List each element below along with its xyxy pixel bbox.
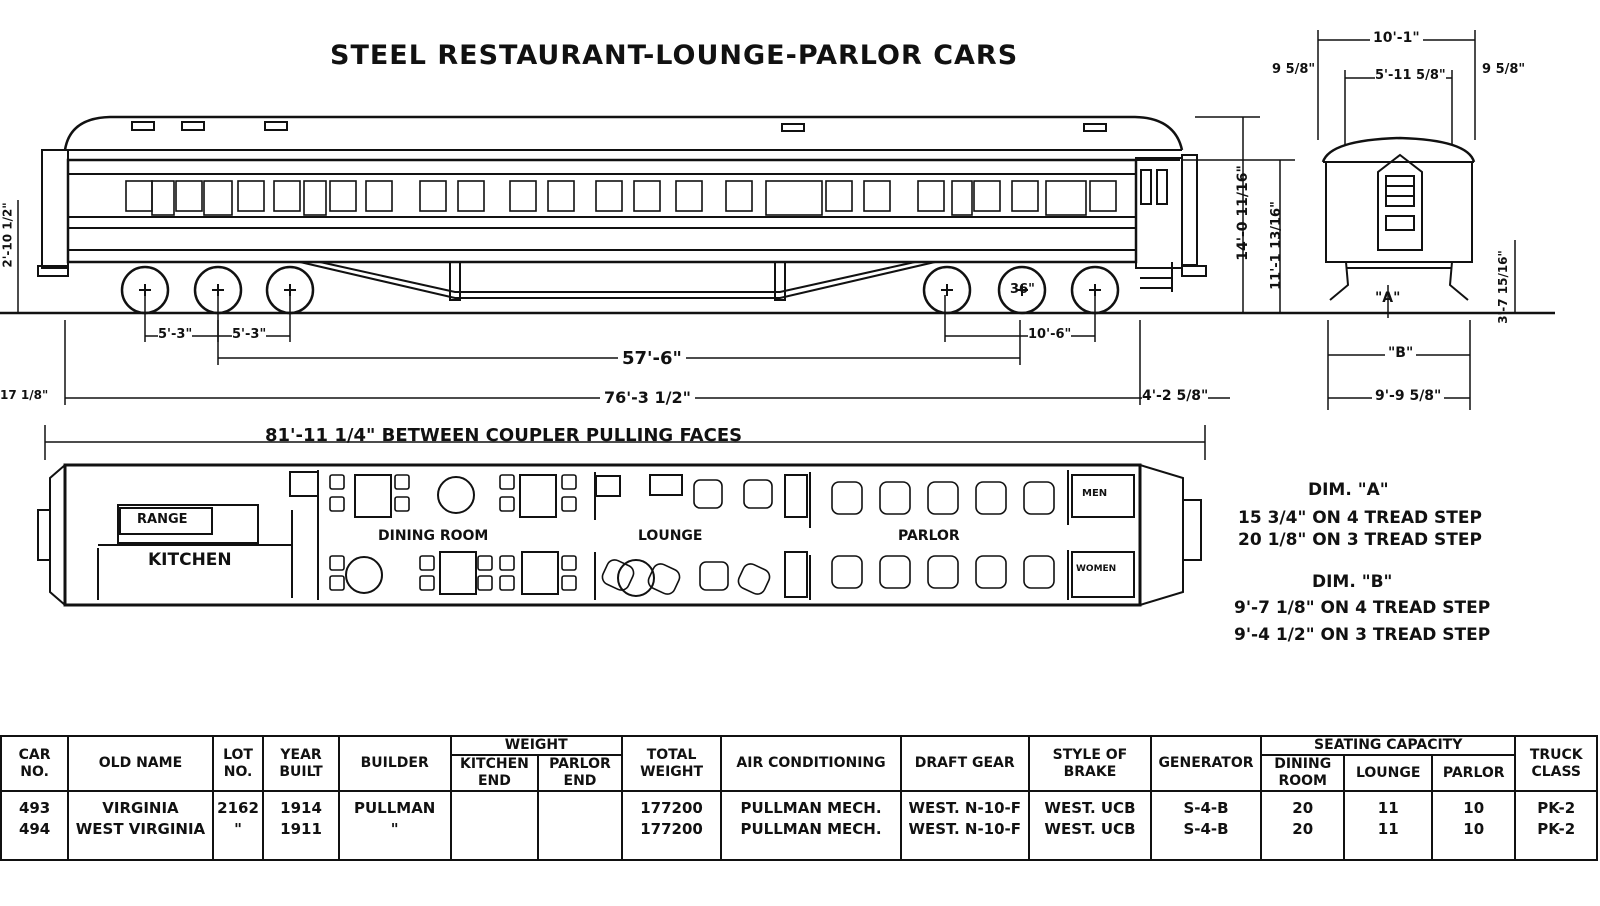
dining-chair [562,497,576,511]
col-dining-room: DINING ROOM [1261,755,1344,791]
wheel-diameter-label: 36" [1010,282,1035,297]
side-window [918,181,944,211]
diagram-title: STEEL RESTAURANT-LOUNGE-PARLOR CARS [330,40,1019,71]
side-window [366,181,392,211]
cell-lounge: 11 [1344,819,1432,860]
men-label: MEN [1082,488,1108,499]
side-panel [1046,181,1086,215]
dining-chair [420,556,434,570]
height-total-label: 14'-0 11/16" [1234,165,1251,261]
parlor-chair [928,556,958,588]
side-window [126,181,152,211]
cell-old-name: VIRGINIA [68,791,213,819]
height-eave-label: 11'-1 13/16" [1268,201,1284,290]
floor-plan [38,465,1201,605]
parlor-chair [832,556,862,588]
side-panel [204,181,232,215]
car-spec-table [0,735,1598,861]
cell-builder: " [339,819,451,860]
lounge-chair [694,480,722,508]
cell-kitchen-end [451,819,539,860]
height-sill-label: 2'-10 1/2" [0,202,15,268]
dining-chair [500,475,514,489]
side-window [864,181,890,211]
table-row [1,819,1597,860]
dim-a-marker: "A" [1375,290,1401,306]
table-header-row [1,736,1597,755]
dining-chair [562,556,576,570]
parlor-chair [1024,556,1054,588]
side-window [176,181,202,211]
cell-dining-room: 20 [1261,791,1344,819]
end-overhang-label: 4'-2 5/8" [1142,388,1209,404]
dining-chair [478,556,492,570]
parlor-chair [1024,482,1054,514]
col-builder: BUILDER [339,736,451,791]
width-roof-label: 10'-1" [1370,30,1423,46]
dim-b-title: DIM. "B" [1312,572,1393,592]
dining-chair [562,475,576,489]
left-overhang-label: 17 1/8" [0,388,49,402]
cell-lot-no: " [213,819,264,860]
cell-air-conditioning: PULLMAN MECH. [721,791,900,819]
dimension-lines [18,30,1515,460]
dining-chair [330,497,344,511]
dim-b-note-2: 9'-4 1/2" ON 3 TREAD STEP [1234,625,1491,645]
end-elevation [1323,138,1474,300]
side-window [1012,181,1038,211]
col-old-name: OLD NAME [68,736,213,791]
col-weight: WEIGHT [451,736,622,755]
col-parlor: PARLOR [1432,755,1515,791]
dining-chair [330,475,344,489]
side-window [676,181,702,211]
cell-draft-gear: WEST. N-10-F [901,791,1029,819]
width-body-label: 9'-9 5/8" [1372,388,1444,404]
cell-truck-class: PK-2 [1515,791,1597,819]
cell-parlor: 10 [1432,791,1515,819]
cell-lot-no: 2162 [213,791,264,819]
dining-chair [500,556,514,570]
side-panel [152,181,174,215]
parlor-chair [832,482,862,514]
col-truck-class: TRUCK CLASS [1515,736,1597,791]
truck-centers-label: 57'-6" [618,348,686,369]
dim-a-title: DIM. "A" [1308,480,1389,500]
lounge-chair [646,561,682,596]
cell-generator: S-4-B [1151,791,1261,819]
dining-chair [478,576,492,590]
lounge-chair [736,561,772,596]
cell-car-no: 494 [1,819,68,860]
table-row [1,791,1597,819]
side-panel [766,181,822,215]
col-year-built: YEAR BUILT [263,736,338,791]
cell-style-of-brake: WEST. UCB [1029,819,1151,860]
col-draft-gear: DRAFT GEAR [901,736,1029,791]
parlor-chair [928,482,958,514]
col-car-no: CAR NO. [1,736,68,791]
cell-draft-gear: WEST. N-10-F [901,819,1029,860]
cell-year-built: 1911 [263,819,338,860]
cell-car-no: 493 [1,791,68,819]
side-window [1090,181,1116,211]
side-window [826,181,852,211]
parlor-chair [976,556,1006,588]
cell-parlor-end [538,791,621,819]
side-window [548,181,574,211]
lounge-label: LOUNGE [638,528,703,544]
col-style-of-brake: STYLE OF BRAKE [1029,736,1151,791]
cell-builder: PULLMAN [339,791,451,819]
col-parlor-end: PARLOR END [538,755,621,791]
cell-lounge: 11 [1344,791,1432,819]
side-window [726,181,752,211]
side-window [330,181,356,211]
col-total-weight: TOTAL WEIGHT [622,736,722,791]
kitchen-label: KITCHEN [148,550,232,570]
col-lounge: LOUNGE [1344,755,1432,791]
side-window [274,181,300,211]
side-window [420,181,446,211]
wheelbase-right-label: 10'-6" [1028,327,1072,342]
parlor-label: PARLOR [898,528,960,544]
dining-chair [500,576,514,590]
dining-chair [500,497,514,511]
side-window [596,181,622,211]
lounge-chair [744,480,772,508]
cell-total-weight: 177200 [622,791,722,819]
overall-length-label: 81'-11 1/4" BETWEEN COUPLER PULLING FACES [265,425,743,446]
cell-generator: S-4-B [1151,819,1261,860]
dining-chair [395,497,409,511]
women-label: WOMEN [1076,564,1117,574]
cell-air-conditioning: PULLMAN MECH. [721,819,900,860]
dim-b-note-1: 9'-7 1/8" ON 4 TREAD STEP [1234,598,1491,618]
step-height-label: 3'-7 15/16" [1495,250,1510,324]
dining-chair [420,576,434,590]
dim-a-note-2: 20 1/8" ON 3 TREAD STEP [1238,530,1482,550]
wheelbase-left-a-label: 5'-3" [158,327,193,342]
side-window [974,181,1000,211]
col-seating-capacity: SEATING CAPACITY [1261,736,1515,755]
wheel-set [122,267,1118,313]
dining-chair [395,475,409,489]
cell-truck-class: PK-2 [1515,819,1597,860]
cell-style-of-brake: WEST. UCB [1029,791,1151,819]
cell-parlor: 10 [1432,819,1515,860]
parlor-chair [880,556,910,588]
window-row [126,181,1116,215]
dining-chair [330,576,344,590]
cell-total-weight: 177200 [622,819,722,860]
col-kitchen-end: KITCHEN END [451,755,539,791]
dining-room-label: DINING ROOM [378,528,489,544]
side-panel [304,181,326,215]
width-mid-label: 5'-11 5/8" [1375,68,1446,83]
parlor-chair [976,482,1006,514]
col-lot-no: LOT NO. [213,736,264,791]
parlor-chair [880,482,910,514]
dining-chair [330,556,344,570]
cell-parlor-end [538,819,621,860]
dining-chair [562,576,576,590]
dim-a-note-1: 15 3/4" ON 4 TREAD STEP [1238,508,1482,528]
width-left-label: 9 5/8" [1272,62,1316,77]
cell-dining-room: 20 [1261,819,1344,860]
col-air-conditioning: AIR CONDITIONING [721,736,900,791]
cell-kitchen-end [451,791,539,819]
body-length-label: 76'-3 1/2" [600,388,695,407]
side-window [238,181,264,211]
cell-old-name: WEST VIRGINIA [68,819,213,860]
side-panel [952,181,972,215]
width-right-label: 9 5/8" [1482,62,1526,77]
side-window [510,181,536,211]
dim-b-marker: "B" [1385,345,1416,361]
col-generator: GENERATOR [1151,736,1261,791]
side-window [458,181,484,211]
cell-year-built: 1914 [263,791,338,819]
side-window [634,181,660,211]
range-label: RANGE [137,512,188,527]
wheelbase-left-b-label: 5'-3" [232,327,267,342]
lounge-chair [700,562,728,590]
